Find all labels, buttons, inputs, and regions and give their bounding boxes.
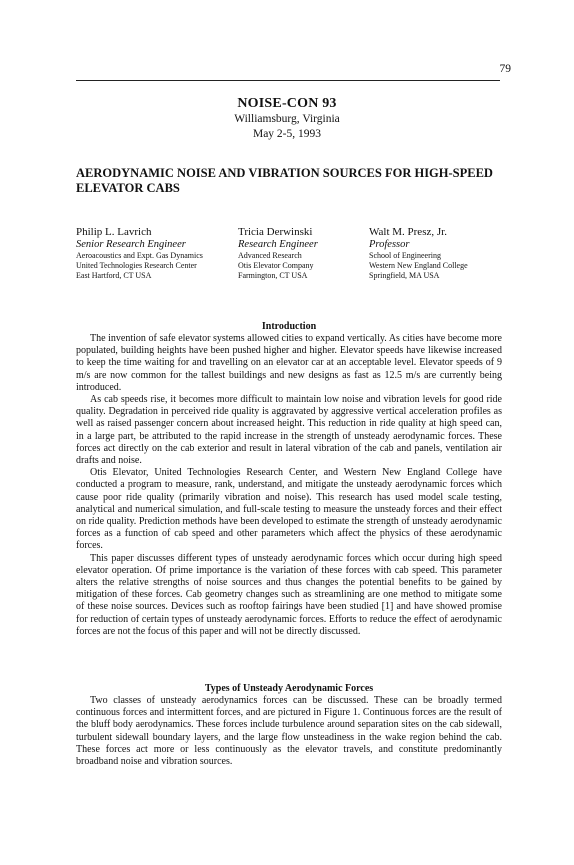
paper-title: AERODYNAMIC NOISE AND VIBRATION SOURCES FOR HIGH-SPEED ELEVATOR CABS [76, 166, 493, 195]
conference-dates: May 2-5, 1993 [252, 128, 322, 140]
conference-header [0, 96, 574, 142]
author-1 [76, 226, 236, 281]
author-name: Walt M. Presz, Jr. [369, 226, 447, 238]
header-rule [76, 80, 500, 81]
conference-location: Williamsburg, Virginia [234, 113, 340, 125]
author-affiliation-line: Farmington, CT USA [238, 271, 308, 280]
introduction-section [76, 321, 502, 638]
author-role: Professor [369, 239, 410, 250]
paragraph: Two classes of unsteady aerodynamics forces can be discussed. These can be broadly termed continuous forces and intermittent forces, and are pictured in Figure 1. Continuous forces are the result of the bluff body aerodynamics. These forces include turbulence around separation sites on the cab sidewall, turbulent sidewall boundary layers, and the large flow unsteadiness in the wake region behind the cab. These forces act more or less continuously as the elevator travels, and constitute predominantly broadband noise and vibration sources. [76, 695, 502, 768]
author-affiliation-line: Springfield, MA USA [369, 271, 440, 280]
author-affiliation-line: Otis Elevator Company [238, 261, 314, 270]
author-affiliation-line: Advanced Research [238, 251, 302, 260]
types-section [76, 683, 502, 768]
paragraph: Otis Elevator, United Technologies Research Center, and Western New England College have conducted a program to measure, rank, understand, and mitigate the unsteady aerodynamic forces which cause poor ride quality (primarily vibration and noise). This research has used model scale testing, analytical and numerical simulation, and full-scale testing to measure the unsteady forces and their effect on ride quality. Prediction methods have been developed to estimate the strength of unsteady aerodynamic forces as a function of cab speed and other parameters which affect the physics of these aerodynamic forces. [76, 467, 502, 552]
author-3 [369, 226, 519, 281]
page-number: 79 [499, 63, 511, 75]
paragraph: The invention of safe elevator systems allowed cities to expand vertically. As cities have become more populated, building heights have been pushed higher and higher. Elevator speeds have likewise increased to keep the time waiting for and travelling on an elevator car at an acceptable level. Elevator speeds of 9 m/s are now common for the tallest buildings and new designs as fast as 12.5 m/s are currently being introduced. [76, 333, 502, 393]
author-name: Philip L. Lavrich [76, 226, 152, 238]
author-affiliation-line: Aeroacoustics and Expt. Gas Dynamics [76, 251, 203, 260]
paragraph: As cab speeds rise, it becomes more difficult to maintain low noise and vibration levels for good ride quality. Degradation in perceived ride quality is aggravated by aggressive vertical acceleration profiles as well as raised passenger concern about increased height. This reduction in ride quality at high speed can, in a large part, be attributed to the rapid increase in the strength of unsteady aerodynamic forces. These forces act directly on the cab exterior and result in lateral vibration of the cab and panels, ventilation air drafts and noise. [76, 394, 502, 467]
author-affiliation-line: School of Engineering [369, 251, 441, 260]
author-role: Research Engineer [238, 239, 318, 250]
author-role: Senior Research Engineer [76, 239, 186, 250]
section-heading: Introduction [261, 321, 317, 332]
conference-title: NOISE-CON 93 [237, 96, 337, 111]
author-name: Tricia Derwinski [238, 226, 313, 238]
section-heading: Types of Unsteady Aerodynamic Forces [204, 683, 374, 694]
author-affiliation-line: United Technologies Research Center [76, 261, 197, 270]
author-affiliation-line: Western New England College [369, 261, 468, 270]
paragraph: This paper discusses different types of unsteady aerodynamic forces which occur during high speed elevator operation. Of prime importance is the variation of these forces with cab speed. This parameter alters the relative strengths of noise sources and thus changes the potential benefits to be gained by mitigation of these forces. Cab geometry changes such as streamlining are one method to mitigate some of these noise sources. Devices such as rooftop fairings have been studied [1] and have showed promise for reduction of certain types of unsteady aerodynamic forces. Efforts to reduce the effect of aerodynamic forces are not the focus of this paper and will not be directly discussed. [76, 552, 502, 637]
author-affiliation-line: East Hartford, CT USA [76, 271, 152, 280]
